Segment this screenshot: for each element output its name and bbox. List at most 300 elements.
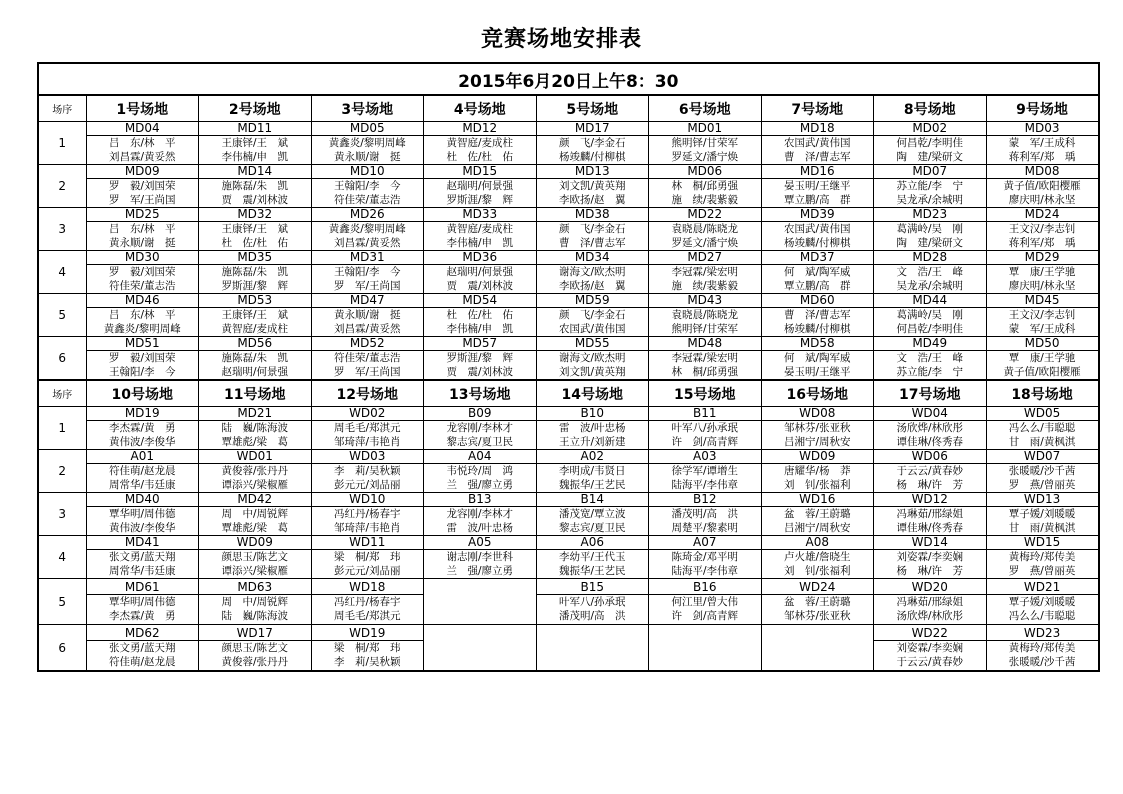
match-cell [649, 337, 762, 381]
match-cell [86, 450, 199, 493]
team-a: 杜 佐/杜 佑 [446, 309, 514, 321]
team-b: 廖庆明/林永坚 [1008, 280, 1076, 292]
team-b: 覃立鹏/高 群 [783, 194, 851, 206]
team-b: 黄永顺/谢 挺 [333, 151, 401, 163]
team-a: 黄永顺/谢 挺 [333, 309, 401, 321]
team-a: 颜 飞/李金石 [558, 309, 626, 321]
match-cell [199, 294, 312, 337]
team-a: 王康铎/王 斌 [221, 137, 289, 149]
team-a: 陆 巍/陈海波 [221, 422, 289, 434]
match-cell [986, 251, 1099, 294]
team-b: 邹林芬/张亚秋 [783, 609, 851, 622]
team-b: 刘 钊/张福利 [783, 565, 851, 577]
match-code: MD09 [87, 165, 199, 179]
team-a: 晏玉明/王继平 [783, 180, 851, 192]
match-cell [761, 165, 874, 208]
team-b: 赵瑞明/何景强 [221, 366, 289, 378]
team-a: 刘文凯/黄英翔 [558, 180, 626, 192]
match-cell [536, 122, 649, 165]
match-row [38, 625, 1099, 672]
team-a: 张文勇/蓝天翔 [108, 551, 176, 563]
match-cell [536, 407, 649, 450]
match-code: WD03 [312, 450, 424, 464]
match-code: MD06 [649, 165, 761, 179]
match-code: MD61 [87, 581, 199, 595]
match-cell [761, 337, 874, 381]
team-a: 唐耀华/杨 莽 [783, 465, 851, 477]
team-b: 陆海平/李伟章 [671, 565, 739, 577]
match-code: MD24 [987, 208, 1098, 222]
team-a: 颜思玉/陈艺文 [221, 551, 289, 563]
match-code: MD42 [199, 493, 311, 507]
team-b: 魏振华/王艺民 [558, 565, 626, 577]
match-code: A02 [537, 450, 649, 464]
match-cell [86, 625, 199, 672]
match-cell [199, 450, 312, 493]
match-cell [986, 450, 1099, 493]
team-a: 颜 飞/李金石 [558, 137, 626, 149]
empty-cell [424, 579, 537, 625]
team-b: 黄鑫炎/黎明周峰 [103, 323, 181, 335]
team-b: 李欧扬/赵 翼 [558, 280, 626, 292]
team-b: 黄智庭/麦成柱 [221, 323, 289, 335]
team-a: 刘姿霖/李奕娴 [896, 551, 964, 563]
match-code: MD48 [649, 337, 761, 351]
team-b: 李伟楠/申 凯 [446, 323, 514, 335]
match-cell [874, 493, 987, 536]
team-a: 黄智庭/麦成柱 [446, 223, 514, 235]
match-code: WD17 [199, 627, 311, 641]
team-a: 李 莉/吴秋颖 [333, 465, 401, 477]
team-a: 罗 毅/刘国荣 [108, 180, 176, 192]
match-cell [649, 208, 762, 251]
match-code: B09 [424, 407, 536, 421]
team-a: 蒙 军/王成科 [1008, 137, 1076, 149]
match-code: B15 [537, 581, 649, 595]
team-a: 王文汉/李志钊 [1008, 309, 1076, 321]
match-code: MD47 [312, 294, 424, 308]
team-a: 罗斯涯/黎 辉 [446, 352, 514, 364]
team-a: 罗 毅/刘国荣 [108, 266, 176, 278]
match-cell [874, 165, 987, 208]
match-code: MD54 [424, 294, 536, 308]
match-cell [874, 579, 987, 625]
match-cell [86, 165, 199, 208]
match-code: WD01 [199, 450, 311, 464]
match-code: MD26 [312, 208, 424, 222]
match-cell [761, 579, 874, 625]
match-cell [874, 294, 987, 337]
team-a: 林 桐/邱勇强 [671, 180, 739, 192]
match-code: MD03 [987, 122, 1098, 136]
match-code: WD07 [987, 450, 1098, 464]
team-a: 陈琦金/邓平明 [671, 551, 739, 563]
match-cell [311, 165, 424, 208]
date-row [38, 63, 1099, 95]
team-b: 吕湘宁/周秋安 [783, 522, 851, 534]
team-a: 徐学军/谭增生 [671, 465, 739, 477]
match-code: MD22 [649, 208, 761, 222]
match-code: WD13 [987, 493, 1098, 507]
team-a: 罗 毅/刘国荣 [108, 352, 176, 364]
match-code: MD12 [424, 122, 536, 136]
team-b: 陶 建/梁研文 [896, 237, 964, 249]
team-b: 邹琦萍/韦艳肖 [333, 436, 401, 448]
venue-header: 1号场地 [86, 95, 199, 122]
venue-header: 17号场地 [874, 380, 987, 407]
match-code: A03 [649, 450, 761, 464]
match-cell [761, 407, 874, 450]
match-cell [649, 251, 762, 294]
team-a: 熊明铎/甘荣军 [671, 137, 739, 149]
team-a: 汤欣烨/林欣彤 [896, 422, 964, 434]
team-b: 周常华/韦廷康 [108, 565, 176, 577]
match-cell [986, 493, 1099, 536]
team-a: 苏立能/李 宁 [896, 180, 964, 192]
match-code: WD23 [987, 627, 1098, 641]
team-b: 曹 泽/曹志军 [783, 151, 851, 163]
team-b: 周楚平/黎素明 [671, 522, 739, 534]
match-cell [761, 251, 874, 294]
team-a: 梁 桐/郑 玮 [333, 551, 401, 563]
match-code: B16 [649, 581, 761, 595]
team-a: 吕 东/林 平 [108, 223, 176, 235]
match-cell [311, 536, 424, 579]
team-a: 周 中/周锐辉 [221, 508, 289, 520]
seq-number: 4 [38, 251, 86, 294]
match-code: WD24 [762, 581, 874, 595]
team-a: 王康铎/王 斌 [221, 223, 289, 235]
match-cell [199, 165, 312, 208]
team-a: 袁晓晨/陈晓龙 [671, 309, 739, 321]
team-a: 刘姿霖/李奕娴 [896, 641, 964, 654]
team-a: 赵瑞明/何景强 [446, 180, 514, 192]
match-cell [199, 536, 312, 579]
team-b: 熊明铎/甘荣军 [671, 323, 739, 335]
match-cell [86, 407, 199, 450]
match-code: MD35 [199, 251, 311, 265]
team-b: 符佳荣/董志浩 [333, 194, 401, 206]
team-a: 施陈磊/朱 凯 [221, 352, 289, 364]
match-cell [649, 450, 762, 493]
venue-header: 15号场地 [649, 380, 762, 407]
match-cell [536, 251, 649, 294]
team-a: 黄鑫炎/黎明周峰 [328, 223, 406, 235]
match-cell [424, 208, 537, 251]
seq-number: 1 [38, 407, 86, 450]
team-b: 王立升/刘新建 [558, 436, 626, 448]
match-code: MD13 [537, 165, 649, 179]
venue-header: 13号场地 [424, 380, 537, 407]
team-b: 周毛毛/郑淇元 [333, 609, 401, 622]
team-b: 彭元元/刘品丽 [333, 479, 401, 491]
team-a: 邹林芬/张亚秋 [783, 422, 851, 434]
seq-header: 场序 [38, 380, 86, 407]
match-cell [649, 579, 762, 625]
match-code: A08 [762, 536, 874, 550]
venue-header-row [38, 95, 1099, 122]
venue-header: 4号场地 [424, 95, 537, 122]
team-b: 罗 燕/曾丽英 [1008, 565, 1076, 577]
match-code: MD36 [424, 251, 536, 265]
team-b: 陆海平/李伟章 [671, 479, 739, 491]
match-code: MD25 [87, 208, 199, 222]
team-a: 施陈磊/朱 凯 [221, 266, 289, 278]
venue-header: 16号场地 [761, 380, 874, 407]
match-code: MD49 [874, 337, 986, 351]
team-b: 覃雄彪/梁 葛 [221, 436, 289, 448]
match-cell [424, 536, 537, 579]
match-code: WD19 [312, 627, 424, 641]
team-b: 廖庆明/林永坚 [1008, 194, 1076, 206]
team-a: 农国武/黄伟国 [783, 137, 851, 149]
match-code: A04 [424, 450, 536, 464]
team-b: 覃雄彪/梁 葛 [221, 522, 289, 534]
match-cell [761, 450, 874, 493]
match-cell [986, 579, 1099, 625]
match-cell [86, 208, 199, 251]
team-b: 李杰霖/黄 勇 [108, 609, 176, 622]
team-a: 葛满岭/吴 刚 [896, 223, 964, 235]
team-a: 卢火雄/詹晓生 [783, 551, 851, 563]
match-code: MD23 [874, 208, 986, 222]
match-row [38, 251, 1099, 294]
match-cell [874, 625, 987, 672]
match-code: MD16 [762, 165, 874, 179]
team-b: 邹琦萍/韦艳肖 [333, 522, 401, 534]
match-code: MD33 [424, 208, 536, 222]
match-code: MD39 [762, 208, 874, 222]
match-code: MD05 [312, 122, 424, 136]
match-code: WD15 [987, 536, 1098, 550]
venue-header: 18号场地 [986, 380, 1099, 407]
team-a: 吕 东/林 平 [108, 137, 176, 149]
team-b: 谭添兴/梁椒雁 [221, 479, 289, 491]
team-a: 周毛毛/郑淇元 [333, 422, 401, 434]
match-cell [424, 337, 537, 381]
match-code: WD20 [874, 581, 986, 595]
team-a: 王翰阳/李 今 [333, 266, 401, 278]
team-a: 盆 蓉/王蔚璐 [783, 508, 851, 520]
team-b: 罗延文/潘宁焕 [671, 237, 739, 249]
team-b: 覃立鹏/高 群 [783, 280, 851, 292]
venue-header: 6号场地 [649, 95, 762, 122]
team-a: 覃 康/王学驰 [1008, 352, 1076, 364]
match-cell [311, 493, 424, 536]
match-code: WD14 [874, 536, 986, 550]
match-code: WD09 [199, 536, 311, 550]
match-code: WD21 [987, 581, 1098, 595]
team-a: 覃华明/周伟德 [108, 508, 176, 520]
team-a: 叶军八/孙承珉 [671, 422, 739, 434]
empty-cell [761, 625, 874, 672]
team-b: 甘 雨/黄枫淇 [1008, 522, 1076, 534]
team-a: 符佳荣/董志浩 [333, 352, 401, 364]
team-b: 杨竣麟/付柳棋 [783, 323, 851, 335]
team-b: 何昌乾/李明佳 [896, 323, 964, 335]
seq-number: 3 [38, 493, 86, 536]
team-a: 盆 蓉/王蔚璐 [783, 595, 851, 608]
team-b: 冯么么/韦聪聪 [1008, 609, 1076, 622]
team-a: 龙容刚/李林才 [446, 508, 514, 520]
team-b: 潘茂明/高 洪 [558, 609, 626, 622]
team-b: 黄子值/欧阳樱雁 [1003, 366, 1081, 378]
team-a: 王文汉/李志钊 [1008, 223, 1076, 235]
seq-header: 场序 [38, 95, 86, 122]
match-code: MD11 [199, 122, 311, 136]
venue-header: 8号场地 [874, 95, 987, 122]
team-a: 张暖暖/沙千茜 [1008, 465, 1076, 477]
match-row [38, 579, 1099, 625]
match-code: A07 [649, 536, 761, 550]
match-cell [424, 165, 537, 208]
team-b: 农国武/黄伟国 [558, 323, 626, 335]
match-row [38, 536, 1099, 579]
team-a: 冯琳茹/邢绿姐 [896, 508, 964, 520]
match-row [38, 337, 1099, 381]
team-b: 罗斯涯/黎 辉 [446, 194, 514, 206]
team-a: 李幼平/王代玉 [558, 551, 626, 563]
team-b: 罗 燕/曾丽英 [1008, 479, 1076, 491]
team-b: 罗 军/王尚国 [108, 194, 176, 206]
match-cell [986, 294, 1099, 337]
match-code: MD55 [537, 337, 649, 351]
team-b: 符佳荣/董志浩 [108, 280, 176, 292]
match-cell [874, 122, 987, 165]
match-row [38, 407, 1099, 450]
match-cell [874, 251, 987, 294]
team-b: 杜 佐/杜 佑 [221, 237, 289, 249]
match-code: MD30 [87, 251, 199, 265]
team-b: 杨 琳/许 芳 [896, 565, 964, 577]
match-cell [986, 165, 1099, 208]
match-code: MD01 [649, 122, 761, 136]
match-code: WD08 [762, 407, 874, 421]
match-code: MD50 [987, 337, 1098, 351]
match-cell [311, 208, 424, 251]
team-a: 冯琳茹/邢绿姐 [896, 595, 964, 608]
match-cell [199, 625, 312, 672]
team-b: 谭添兴/梁椒雁 [221, 565, 289, 577]
match-cell [199, 208, 312, 251]
match-cell [536, 536, 649, 579]
match-code: MD51 [87, 337, 199, 351]
match-cell [86, 122, 199, 165]
team-b: 贾 震/刘林波 [446, 366, 514, 378]
venue-header: 12号场地 [311, 380, 424, 407]
match-code: MD32 [199, 208, 311, 222]
match-cell [311, 122, 424, 165]
match-code: MD63 [199, 581, 311, 595]
team-a: 王康铎/王 斌 [221, 309, 289, 321]
match-code: MD21 [199, 407, 311, 421]
team-b: 张暖暖/沙千茜 [1008, 655, 1076, 668]
match-cell [311, 251, 424, 294]
match-cell [649, 536, 762, 579]
match-cell [424, 450, 537, 493]
team-a: 农国武/黄伟国 [783, 223, 851, 235]
team-a: 何江里/曾大伟 [671, 595, 739, 608]
team-b: 林 桐/邱勇强 [671, 366, 739, 378]
team-b: 周常华/韦廷康 [108, 479, 176, 491]
match-cell [874, 407, 987, 450]
team-a: 冯么么/韦聪聪 [1008, 422, 1076, 434]
match-row [38, 208, 1099, 251]
match-cell [424, 251, 537, 294]
match-cell [986, 407, 1099, 450]
match-code: B14 [537, 493, 649, 507]
team-a: 黄鑫炎/黎明周峰 [328, 137, 406, 149]
team-b: 蒋利军/郑 瑀 [1008, 151, 1076, 163]
match-cell [761, 536, 874, 579]
match-cell [536, 579, 649, 625]
team-b: 施 续/裴紫毅 [671, 194, 739, 206]
match-code: MD37 [762, 251, 874, 265]
match-code: MD15 [424, 165, 536, 179]
match-code: B13 [424, 493, 536, 507]
match-cell [874, 536, 987, 579]
seq-number: 6 [38, 625, 86, 672]
team-b: 兰 强/廖立勇 [446, 565, 514, 577]
match-cell [761, 294, 874, 337]
team-b: 黄伟波/李俊华 [108, 522, 176, 534]
team-b: 吴龙承/余城明 [896, 280, 964, 292]
match-cell [874, 450, 987, 493]
match-code: WD02 [312, 407, 424, 421]
team-b: 杨 琳/许 芳 [896, 479, 964, 491]
team-b: 谭佳琳/佟秀春 [896, 522, 964, 534]
team-a: 李冠霖/梁宏明 [671, 352, 739, 364]
match-cell [649, 122, 762, 165]
match-code: MD60 [762, 294, 874, 308]
seq-number: 5 [38, 579, 86, 625]
match-code: MD14 [199, 165, 311, 179]
team-a: 李杰霖/黄 勇 [108, 422, 176, 434]
date-line: 2015年6月20日上午8：30 [38, 63, 1099, 95]
team-b: 贾 震/刘林波 [446, 280, 514, 292]
match-row [38, 165, 1099, 208]
match-cell [761, 208, 874, 251]
match-row [38, 493, 1099, 536]
team-b: 李伟楠/申 凯 [446, 237, 514, 249]
match-cell [311, 294, 424, 337]
team-b: 施 续/裴紫毅 [671, 280, 739, 292]
empty-cell [649, 625, 762, 672]
team-b: 吕湘宁/周秋安 [783, 436, 851, 448]
team-b: 杜 佐/杜 佑 [446, 151, 514, 163]
team-b: 许 剑/高青辉 [671, 609, 739, 622]
match-cell [311, 450, 424, 493]
match-cell [649, 165, 762, 208]
match-row [38, 294, 1099, 337]
team-b: 罗斯涯/黎 辉 [221, 280, 289, 292]
match-code: MD58 [762, 337, 874, 351]
match-code: MD41 [87, 536, 199, 550]
team-b: 苏立能/李 宁 [896, 366, 964, 378]
match-code: WD10 [312, 493, 424, 507]
team-a: 李冠霖/梁宏明 [671, 266, 739, 278]
team-a: 冯红丹/杨春宇 [333, 508, 401, 520]
match-cell [536, 337, 649, 381]
seq-number: 2 [38, 165, 86, 208]
match-code: MD17 [537, 122, 649, 136]
team-a: 赵瑞明/何景强 [446, 266, 514, 278]
match-cell [86, 251, 199, 294]
team-a: 颜思玉/陈艺文 [221, 641, 289, 654]
team-a: 潘茂明/高 洪 [671, 508, 739, 520]
team-a: 潘茂宽/覃立波 [558, 508, 626, 520]
match-cell [536, 165, 649, 208]
